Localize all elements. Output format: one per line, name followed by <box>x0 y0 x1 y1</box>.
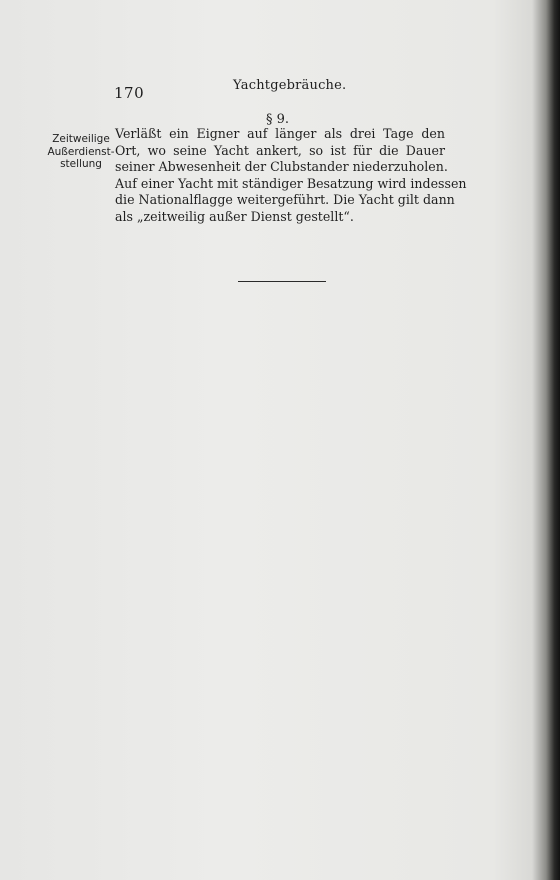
paragraph-line: Verläßt ein Eigner auf länger als drei Tage den <box>115 126 445 141</box>
margin-note-line: Außerdienst- <box>47 145 115 158</box>
paragraph-line: die Nationalflagge weitergeführt. Die Yacht gilt dann <box>115 192 455 207</box>
margin-note <box>40 133 122 171</box>
section-body-paragraph <box>115 126 467 225</box>
paragraph-line: als „zeitweilig außer Dienst gestellt“. <box>115 208 354 224</box>
margin-note-line: stellung <box>60 158 102 170</box>
section-end-rule <box>238 281 326 282</box>
paragraph-line: seiner Abwesenheit der Clubstander niederzuholen. <box>115 159 448 174</box>
page-number: 170 <box>114 84 145 102</box>
section-heading: § 9. <box>266 112 290 127</box>
paragraph-line: Auf einer Yacht mit ständiger Besatzung wird indessen <box>115 175 467 191</box>
running-title: Yachtgebräuche. <box>233 78 347 93</box>
paragraph-line: Ort, wo seine Yacht ankert, so ist für die Dauer <box>115 142 445 158</box>
margin-note-line: Zeitweilige <box>52 133 110 145</box>
